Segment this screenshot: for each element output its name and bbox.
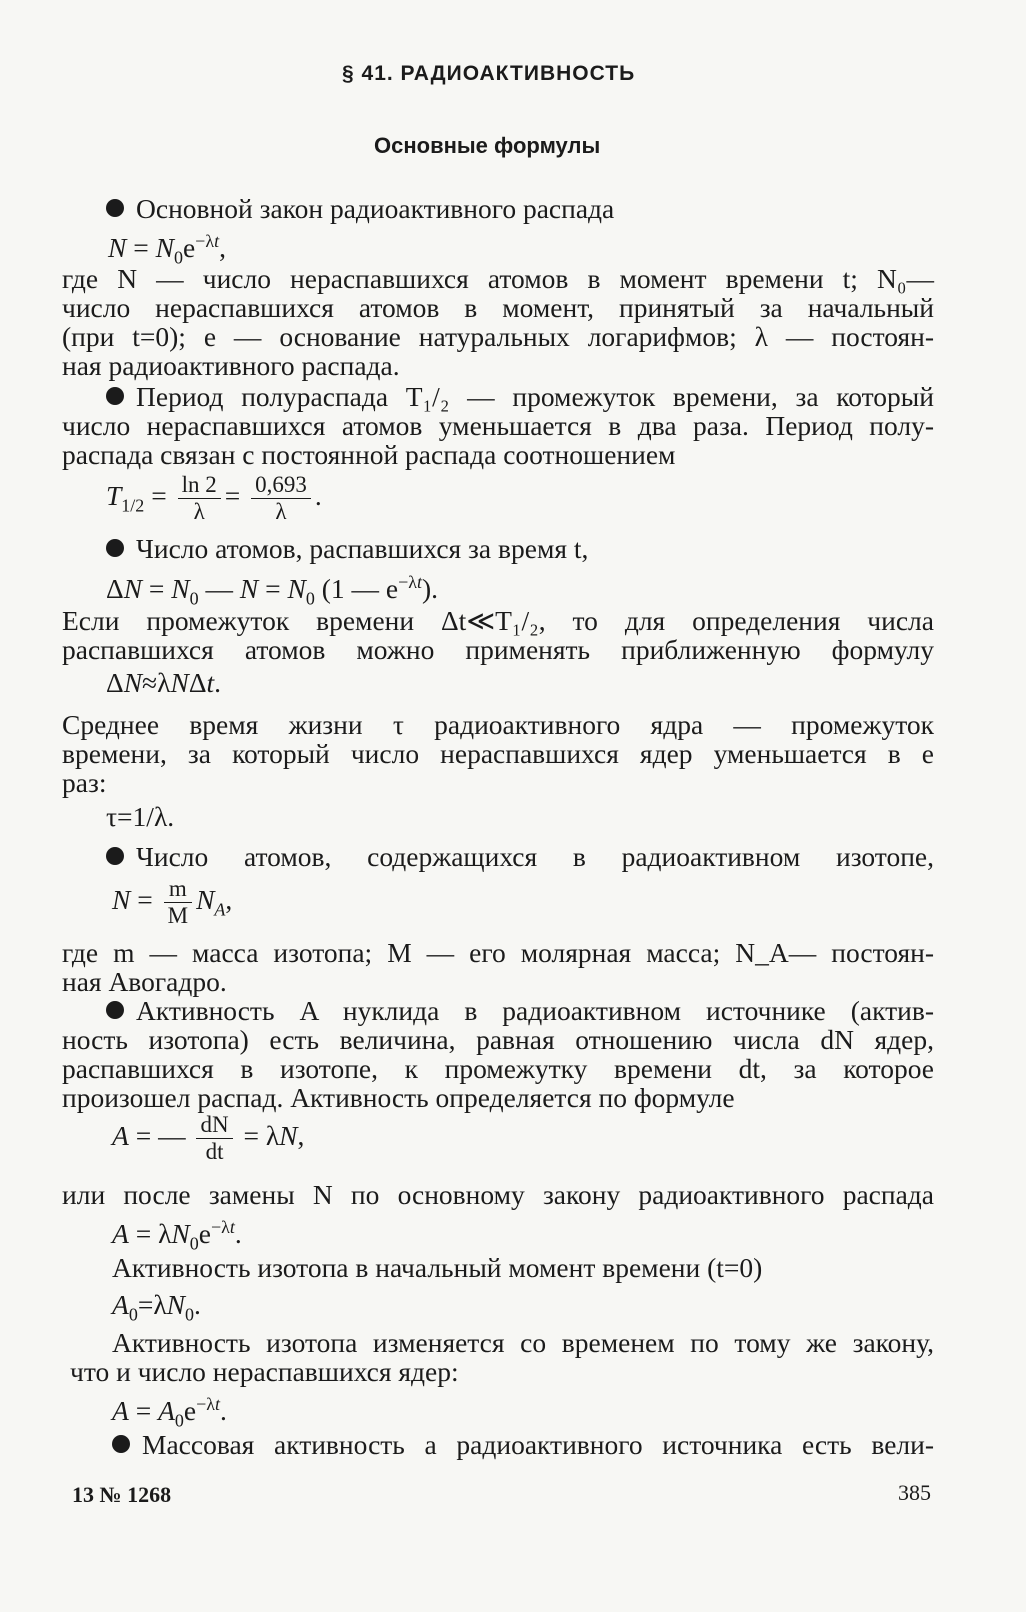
bullet-paragraph: Число атомов, распавшихся за время t, <box>106 534 588 564</box>
formula-decayed-atoms: $\Delta N = N_0$ — $N = N_0$ (1 — $e^{-\lambda t}$). <box>106 572 439 609</box>
text-line: число нераспавшихся атомов уменьшается в два раза. Период полу- <box>62 410 934 441</box>
formula-mean-life: τ=1/λ. <box>106 801 175 832</box>
bullet-paragraph: Активность A нуклида в радиоактивном источнике (актив- <box>106 996 934 1026</box>
text-line: Если промежуток времени Δt≪T₁/₂, то для определения числа <box>62 605 934 636</box>
text-line: где m — масса изотопа; M — его молярная масса; N_A— постоян- <box>62 937 934 968</box>
formula-decay-law: $N = N_0e^{-\lambda t}$, <box>108 231 226 268</box>
page-number: 385 <box>898 1480 931 1505</box>
bullet-icon <box>112 1435 130 1453</box>
formula-initial-activity: $A_0=\lambda N_0$. <box>112 1289 201 1325</box>
text-line: (при t=0); e — основание натуральных логарифмов; λ — постоян- <box>62 321 934 352</box>
text-line: Среднее время жизни τ радиоактивного ядра — промежуток <box>62 709 934 740</box>
text-line: или после замены N по основному закону радиоактивного распада <box>62 1179 934 1210</box>
subtitle: Основные формулы <box>374 133 601 158</box>
text-line: распавшихся в изотопе, к промежутку времени dt, за которое <box>62 1053 934 1084</box>
footer-signature: 13 № 1268 <box>72 1482 172 1507</box>
text-line: ность изотопа) есть величина, равная отношению числа dN ядер, <box>62 1024 934 1055</box>
bullet-icon <box>106 387 124 405</box>
text-line: Активность изотопа изменяется со временем по тому же закону, <box>112 1327 934 1358</box>
bullet-paragraph: Период полураспада T₁/₂ — промежуток времени, за который <box>106 382 934 412</box>
section-title: § 41. РАДИОАКТИВНОСТЬ <box>342 62 636 85</box>
formula-activity-exp: $A = \lambda N_0e^{-\lambda t}$. <box>112 1217 242 1254</box>
bullet-icon <box>106 847 124 865</box>
text-line: ная радиоактивного распада. <box>62 350 400 381</box>
text-line: Активность изотопа в начальный момент времени (t=0) <box>112 1252 763 1283</box>
bullet-paragraph: Массовая активность a радиоактивного источника есть вели- <box>112 1430 934 1460</box>
text-line: произошел распад. Активность определяется по формуле <box>62 1082 735 1113</box>
text-line: ная Авогадро. <box>62 966 227 997</box>
bullet-icon <box>106 539 124 557</box>
text-line: раз: <box>62 767 107 798</box>
formula-atoms-count: N = $\frac{m}{M}$ $N_A$, <box>112 876 233 928</box>
text-line: где N — число нераспавшихся атомов в момент времени t; N₀— <box>62 263 934 294</box>
bullet-icon <box>106 1001 124 1019</box>
formula-approx: ΔN≈λNΔt. <box>106 667 222 698</box>
bullet-paragraph: Основной закон радиоактивного распада <box>106 194 614 224</box>
formula-half-life: $T_{1/2}$ = $\frac{\ln 2}{\lambda}$ = $\frac{0,693}{\lambda}$ . <box>106 472 322 524</box>
formula-activity: A = — $\frac{dN}{dt}$ = λN, <box>112 1112 305 1164</box>
text-line: времени, за который число нераспавшихся ядер уменьшается в e <box>62 738 934 769</box>
text-line: число нераспавшихся атомов в момент, принятый за начальный <box>62 292 934 323</box>
text-line: распавшихся атомов можно применять приближенную формулу <box>62 634 934 665</box>
text-line: что и число нераспавшихся ядер: <box>70 1356 459 1387</box>
bullet-icon <box>106 199 124 217</box>
text-line: распада связан с постоянной распада соотношением <box>62 439 676 470</box>
bullet-paragraph: Число атомов, содержащихся в радиоактивном изотопе, <box>106 842 934 872</box>
formula-activity-time: $A = A_0e^{-\lambda t}$. <box>112 1394 227 1431</box>
